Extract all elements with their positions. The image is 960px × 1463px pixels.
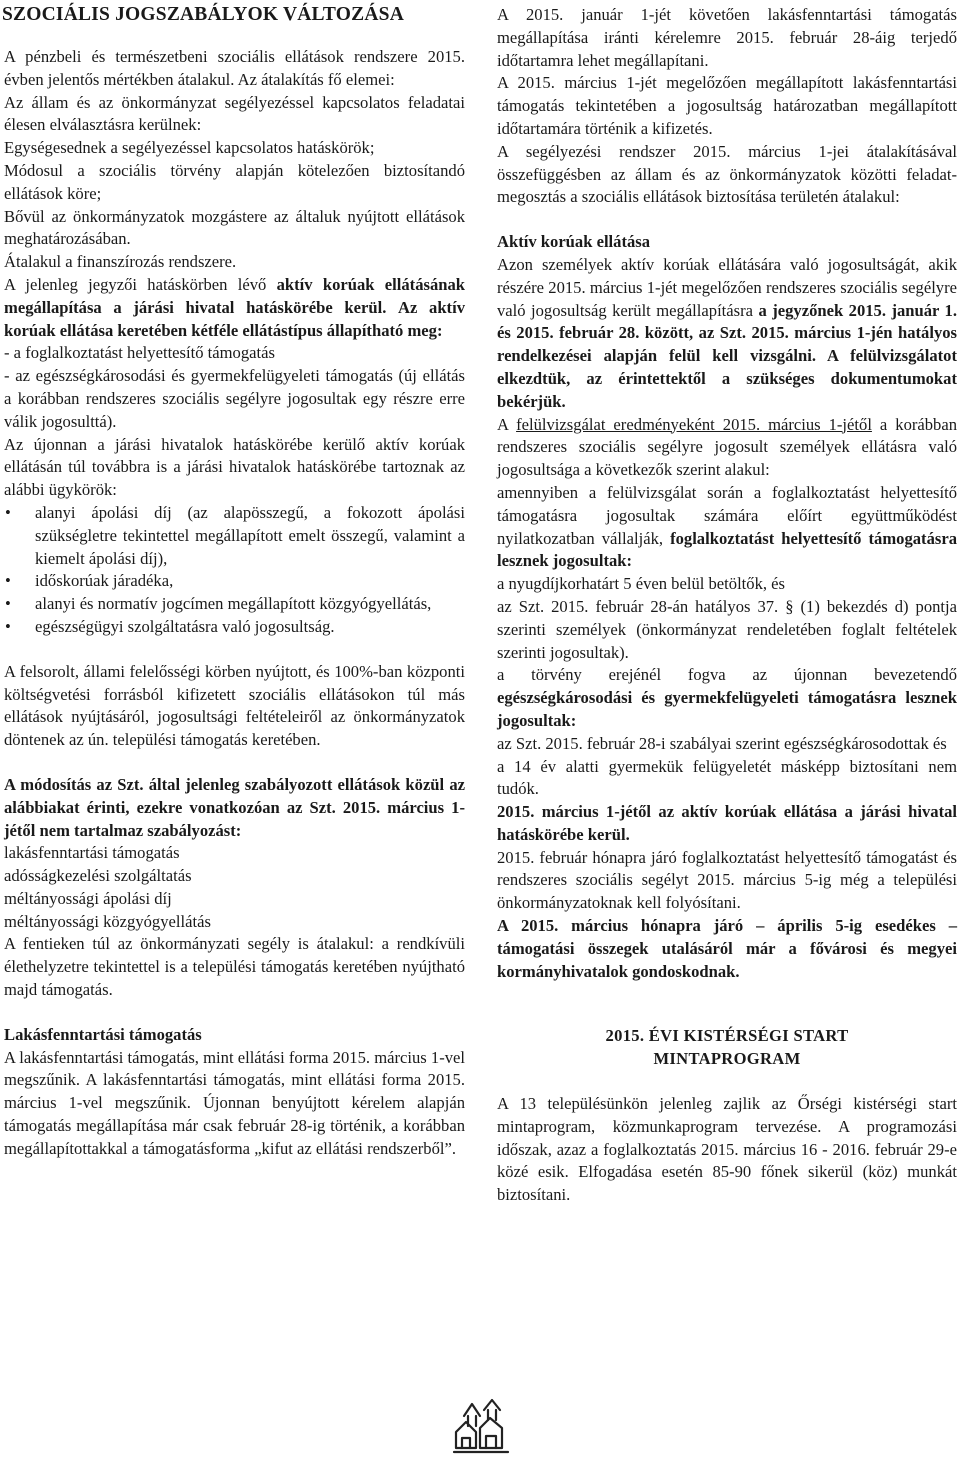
paragraph: 2015. március 1-jétől az aktív korúak ellátása a járási hivatal hatáskörébe kerül. xyxy=(497,802,957,844)
paragraph: az Szt. 2015. február 28-án hatályos 37. § (1) bekezdés d) pontja szerinti személyek (önkormányzat rendeletében foglalt feltételek szerinti jogosultak). xyxy=(497,596,957,662)
paragraph: a 14 év alatti gyermekük felügyeletét másképp biztosítani nem tudók. xyxy=(497,756,957,799)
paragraph: A segélyezési rendszer 2015. március 1-jei átalakításával összefüggésben az állam és az önkormányzatok közötti feladat-megosztás a szociális ellátások biztosítása területén átalakul: xyxy=(497,141,957,207)
paragraph: A 2015. március hónapra járó – április 5-ig esedékes – támogatási összegek utalásáról már a fővárosi és megyei kormányhivatalok gondoskodnak. xyxy=(497,916,957,981)
paragraph: - a foglalkoztatást helyettesítő támogatás xyxy=(4,343,275,363)
paragraph: A felülvizsgálat eredményeként 2015. március 1-jétől a korábban rendszeres szociális segélyre jogosult személyek ellátásra való jogosultsága a következők szerint alakul: xyxy=(497,414,958,480)
left-column xyxy=(4,46,465,1161)
paragraph: Azon személyek aktív korúak ellátására való jogosultságát, akik részére 2015. március 1-jét megelőzően rendszeres szociális segélyre való jogosultság került megállapításra a jegyzőnek 2015. január 1. és 2015. február 28. között, az Szt. 2015. március 1-jén hatályos rendelkezései alapján felül kell vizsgálni. A felülvizsgálatot elkezdtük, az érintettektől a szükséges dokumentumokat bekérjük. xyxy=(497,254,957,411)
spacer xyxy=(4,639,465,661)
paragraph: Egységesednek a segélyezéssel kapcsolatos hatáskörök; xyxy=(4,138,375,158)
paragraph: A fentieken túl az önkormányzati segély is átalakul: a rendkívüli élethelyzetre tekintettel is a települési támogatás keretében nyújtható majd támogatás. xyxy=(4,934,465,1000)
paragraph: Bővül az önkormányzatok mozgástere az általuk nyújtott ellátások meghatározásában. xyxy=(4,206,465,249)
paragraph: Az állam és az önkormányzat segélyezéssel kapcsolatos feladatai élesen elválasztásra kerülnek: xyxy=(4,92,465,135)
section-heading: Aktív korúak ellátása xyxy=(497,232,651,252)
spacer xyxy=(497,209,957,231)
paragraph: A módosítás az Szt. által jelenleg szabályozott ellátások közül az alábbiakat érinti, ezekre vonatkozóan az Szt. 2015. március 1-jétől nem tartalmaz szabályozást: xyxy=(4,774,465,840)
spacer xyxy=(497,1071,957,1093)
paragraph: A lakásfenntartási támogatás, mint ellátási forma 2015. március 1-vel megszűnik. A lakásfenntartási támogatás, mint ellátási forma 2015. március 1-vel megszűnik. Újonnan benyújtott kérelem alapján támogatás megállapítása már csak február 28-ig történik, a korábban megállapítottakkal a támogatásforma „kifut az ellátási rendszerből”. xyxy=(4,1047,465,1158)
paragraph: A jelenleg jegyzői hatáskörben lévő aktív korúak ellátásának megállapítása a járási hivatal hatáskörébe kerül. Az aktív korúak ellátása keretében kétféle ellátástípus állapítható meg: xyxy=(4,274,465,340)
list-item: méltányossági közgyógyellátás xyxy=(4,911,211,931)
page-title: SZOCIÁLIS JOGSZABÁLYOK VÁLTOZÁSA xyxy=(2,4,404,25)
paragraph: - az egészségkárosodási és gyermekfelügyeleti támogatás (új ellátás a korábban rendszeres szociális segélyre jogosultak egy részre erre válik jogosulttá). xyxy=(4,366,465,431)
paragraph: A 2015. március 1-jét megelőzően megállapított lakásfenntartási támogatás tekintetében a jogosultság határozatban megállapított időtartamára történik a kifizetés. xyxy=(497,73,957,138)
list-item: lakásfenntartási támogatás xyxy=(4,843,180,863)
paragraph: az Szt. 2015. február 28-i szabályai szerint egészségkárosodottak és xyxy=(497,733,947,753)
paragraph: Átalakul a finanszírozás rendszere. xyxy=(4,252,237,272)
paragraph: Az újonnan a járási hivatalok hatáskörébe kerülő aktív korúak ellátásán túl továbbra is a járási hivatalok hatáskörébe tartoznak az alábbi ügykörök: xyxy=(4,434,465,500)
section-title: 2015. ÉVI KISTÉRSÉGI START xyxy=(605,1026,849,1046)
spacer xyxy=(4,1002,465,1024)
paragraph: A felsorolt, állami felelősségi körben nyújtott, és 100%-ban központi költségvetési forrásból kifizetett szociális ellátásokon túl más ellátások nyújtásáról, jogosultsági feltételeiről az önkormányzatok döntenek az ún. települési támogatás keretében. xyxy=(4,661,465,750)
list-item: • alanyi és normatív jogcímen megállapított közgyógyellátás, xyxy=(4,593,465,616)
list-item: • időskorúak járadéka, xyxy=(4,570,465,593)
section-heading: Lakásfenntartási támogatás xyxy=(4,1024,202,1044)
list-item: • alanyi ápolási díj (az alapösszegű, a fokozott ápolási szükségletre tekintettel megállapított emelt összegű, valamint a kiemelt ápolási díj), xyxy=(4,502,465,570)
right-column xyxy=(497,4,957,1207)
spacer xyxy=(497,1005,957,1025)
list-item: méltányossági ápolási díj xyxy=(4,888,172,908)
paragraph: amennyiben a felülvizsgálat során a foglalkoztatást helyettesítő támogatásra jogosultak számára előírt együttműködést nyilatkozatban vállalják, foglalkoztatást helyettesítő támogatásra lesznek jogosultak: xyxy=(497,482,957,571)
list-item: adósságkezelési szolgáltatás xyxy=(4,866,192,886)
paragraph: a nyugdíjkorhatárt 5 éven belül betöltők, és xyxy=(497,574,786,594)
paragraph: 2015. február hónapra járó foglalkoztatást helyettesítő támogatást és rendszeres szociális segélyt 2015. március 5-ig még a települési önkormányzatoknak kell folyósítani. xyxy=(497,847,957,913)
village-logo-icon xyxy=(450,1392,512,1456)
list-item: • egészségügyi szolgáltatásra való jogosultság. xyxy=(4,616,465,639)
paragraph: a törvény erejénél fogva az újonnan bevezetendő egészségkárosodási és gyermekfelügyeleti támogatásra lesznek jogosultak: xyxy=(497,665,957,730)
section-title: MINTAPROGRAM xyxy=(653,1049,801,1069)
paragraph: A 2015. január 1-jét követően lakásfenntartási támogatás megállapítása iránti kérelemre 2015. február 28-áig terjedő időtartamra lehet megállapítani. xyxy=(497,5,957,70)
paragraph: A 13 településünkön jelenleg zajlik az Őrségi kistérségi start mintaprogram, közmunkaprogram tervezése. A programozási időszak, azaz a foglalkoztatás 2015. március 16 - 2016. február 29-e közé esik. Elfogadása esetén 85-90 főnek sikerül (köz) munkát biztosítani. xyxy=(497,1094,957,1205)
spacer xyxy=(497,983,957,1005)
spacer xyxy=(4,752,465,774)
paragraph: Módosul a szociális törvény alapján kötelezően biztosítandó ellátások köre; xyxy=(4,160,465,203)
intro-paragraph: A pénzbeli és természetbeni szociális ellátások rendszere 2015. évben jelentős mértékben átalakul. Az átalakítás fő elemei: xyxy=(4,47,465,89)
